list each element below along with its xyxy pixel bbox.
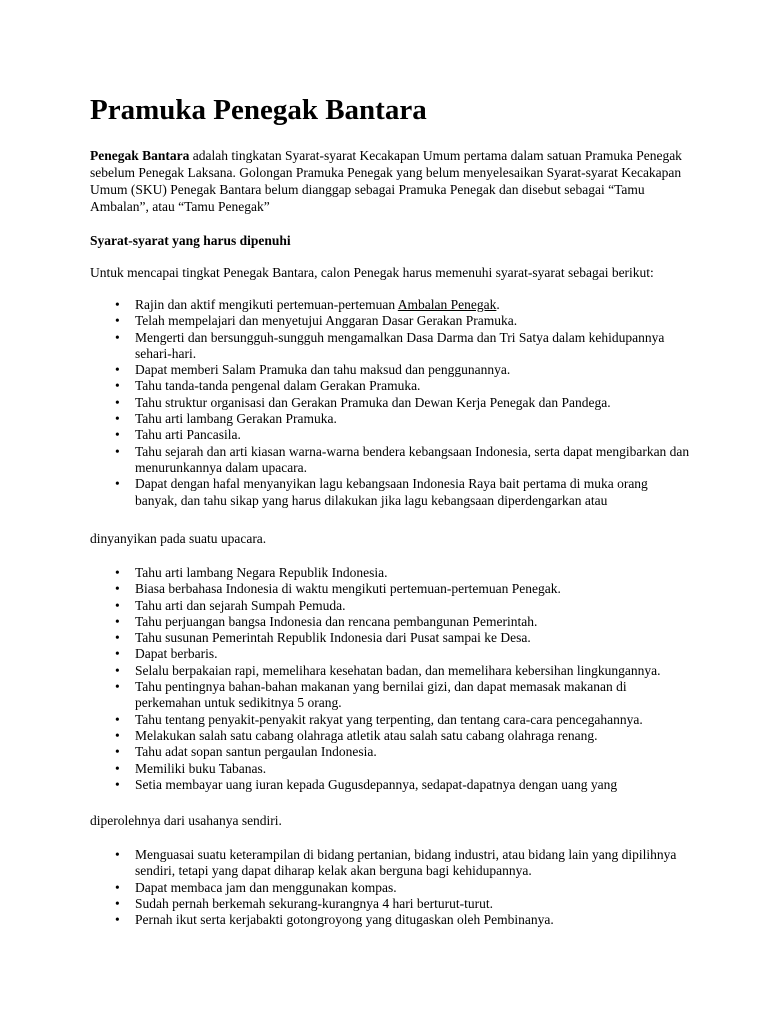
list-item: • Tahu arti Pancasila. — [90, 427, 690, 443]
list-item: • Setia membayar uang iuran kepada Gugusdepannya, sedapat-dapatnya dengan uang yang — [90, 777, 690, 793]
intro-text: adalah tingkatan Syarat-syarat Kecakapan Umum pertama dalam satuan Pramuka Penegak sebelum Penegak Laksana. Golongan Pramuka Penegak yang belum menyelesaikan Syarat-syarat Kecakapan Umum (SKU) Penegak Bantara belum dianggap sebagai Pramuka Penegak dan disebut sebagai “Tamu Ambalan”, atau “Tamu Penegak” — [90, 148, 682, 214]
list-item: • Tahu pentingnya bahan-bahan makanan yang bernilai gizi, dan dapat memasak makanan di perkemahan untuk sedikitnya 5 orang. — [90, 679, 690, 712]
list-item: • Tahu arti lambang Negara Republik Indonesia. — [90, 565, 690, 581]
list-item: • Melakukan salah satu cabang olahraga atletik atau salah satu cabang olahraga renang. — [90, 728, 690, 744]
continued-text-2: diperolehnya dari usahanya sendiri. — [90, 813, 282, 828]
list-item: • Dapat dengan hafal menyanyikan lagu kebangsaan Indonesia Raya bait pertama di muka orang banyak, dan tahu sikap yang harus dilakukan jika lagu kebangsaan diperdengarkan atau — [90, 476, 690, 509]
list-item: • Tahu arti lambang Gerakan Pramuka. — [90, 411, 690, 427]
list-item: • Memiliki buku Tabanas. — [90, 761, 690, 777]
list-item: • Selalu berpakaian rapi, memelihara kesehatan badan, dan memelihara kebersihan lingkungannya. — [90, 663, 690, 679]
list-item: • Pernah ikut serta kerjabakti gotongroyong yang ditugaskan oleh Pembinanya. — [90, 912, 690, 928]
requirements-list-3 — [90, 847, 690, 928]
list-item: • Tahu struktur organisasi dan Gerakan Pramuka dan Dewan Kerja Penegak dan Pandega. — [90, 395, 690, 411]
intro-paragraph — [90, 147, 690, 215]
ambalan-penegak-link[interactable]: Ambalan Penegak — [397, 297, 497, 312]
section-heading: Syarat-syarat yang harus dipenuhi — [90, 233, 291, 248]
list-item: • Dapat memberi Salam Pramuka dan tahu maksud dan penggunannya. — [90, 362, 690, 378]
page-title: Pramuka Penegak Bantara — [90, 94, 427, 126]
list-item-text: . — [496, 297, 500, 312]
list-item: • Menguasai suatu keterampilan di bidang pertanian, bidang industri, atau bidang lain yang dipilihnya sendiri, tetapi yang dapat diharap kelak akan berguna bagi kehidupannya. — [90, 847, 690, 880]
list-item: • Tahu perjuangan bangsa Indonesia dan rencana pembangunan Pemerintah. — [90, 614, 690, 630]
list-item-text: Rajin dan aktif mengikuti pertemuan-pertemuan — [135, 297, 398, 312]
lead-paragraph: Untuk mencapai tingkat Penegak Bantara, calon Penegak harus memenuhi syarat-syarat sebagai berikut: — [90, 265, 654, 280]
list-item: • Telah mempelajari dan menyetujui Anggaran Dasar Gerakan Pramuka. — [90, 313, 690, 329]
list-item: • Sudah pernah berkemah sekurang-kurangnya 4 hari berturut-turut. — [90, 896, 690, 912]
list-item: • Dapat berbaris. — [90, 646, 690, 662]
requirements-list-2 — [90, 565, 690, 793]
requirements-list-1 — [90, 297, 690, 509]
list-item: • Tahu adat sopan santun pergaulan Indonesia. — [90, 744, 690, 760]
list-item: • Tahu tanda-tanda pengenal dalam Gerakan Pramuka. — [90, 378, 690, 394]
list-item: • Tahu tentang penyakit-penyakit rakyat yang terpenting, dan tentang cara-cara pencegahannya. — [90, 712, 690, 728]
list-item: • Tahu susunan Pemerintah Republik Indonesia dari Pusat sampai ke Desa. — [90, 630, 690, 646]
intro-term: Penegak Bantara — [90, 148, 190, 163]
continued-text-1: dinyanyikan pada suatu upacara. — [90, 531, 267, 546]
list-item: • Mengerti dan bersungguh-sungguh mengamalkan Dasa Darma dan Tri Satya dalam kehidupannya sehari-hari. — [90, 330, 690, 363]
list-item — [90, 297, 690, 313]
list-item: • Tahu arti dan sejarah Sumpah Pemuda. — [90, 598, 690, 614]
list-item: • Biasa berbahasa Indonesia di waktu mengikuti pertemuan-pertemuan Penegak. — [90, 581, 690, 597]
list-item: • Dapat membaca jam dan menggunakan kompas. — [90, 880, 690, 896]
list-item: • Tahu sejarah dan arti kiasan warna-warna bendera kebangsaan Indonesia, serta dapat mengibarkan dan menurunkannya dalam upacara. — [90, 444, 690, 477]
